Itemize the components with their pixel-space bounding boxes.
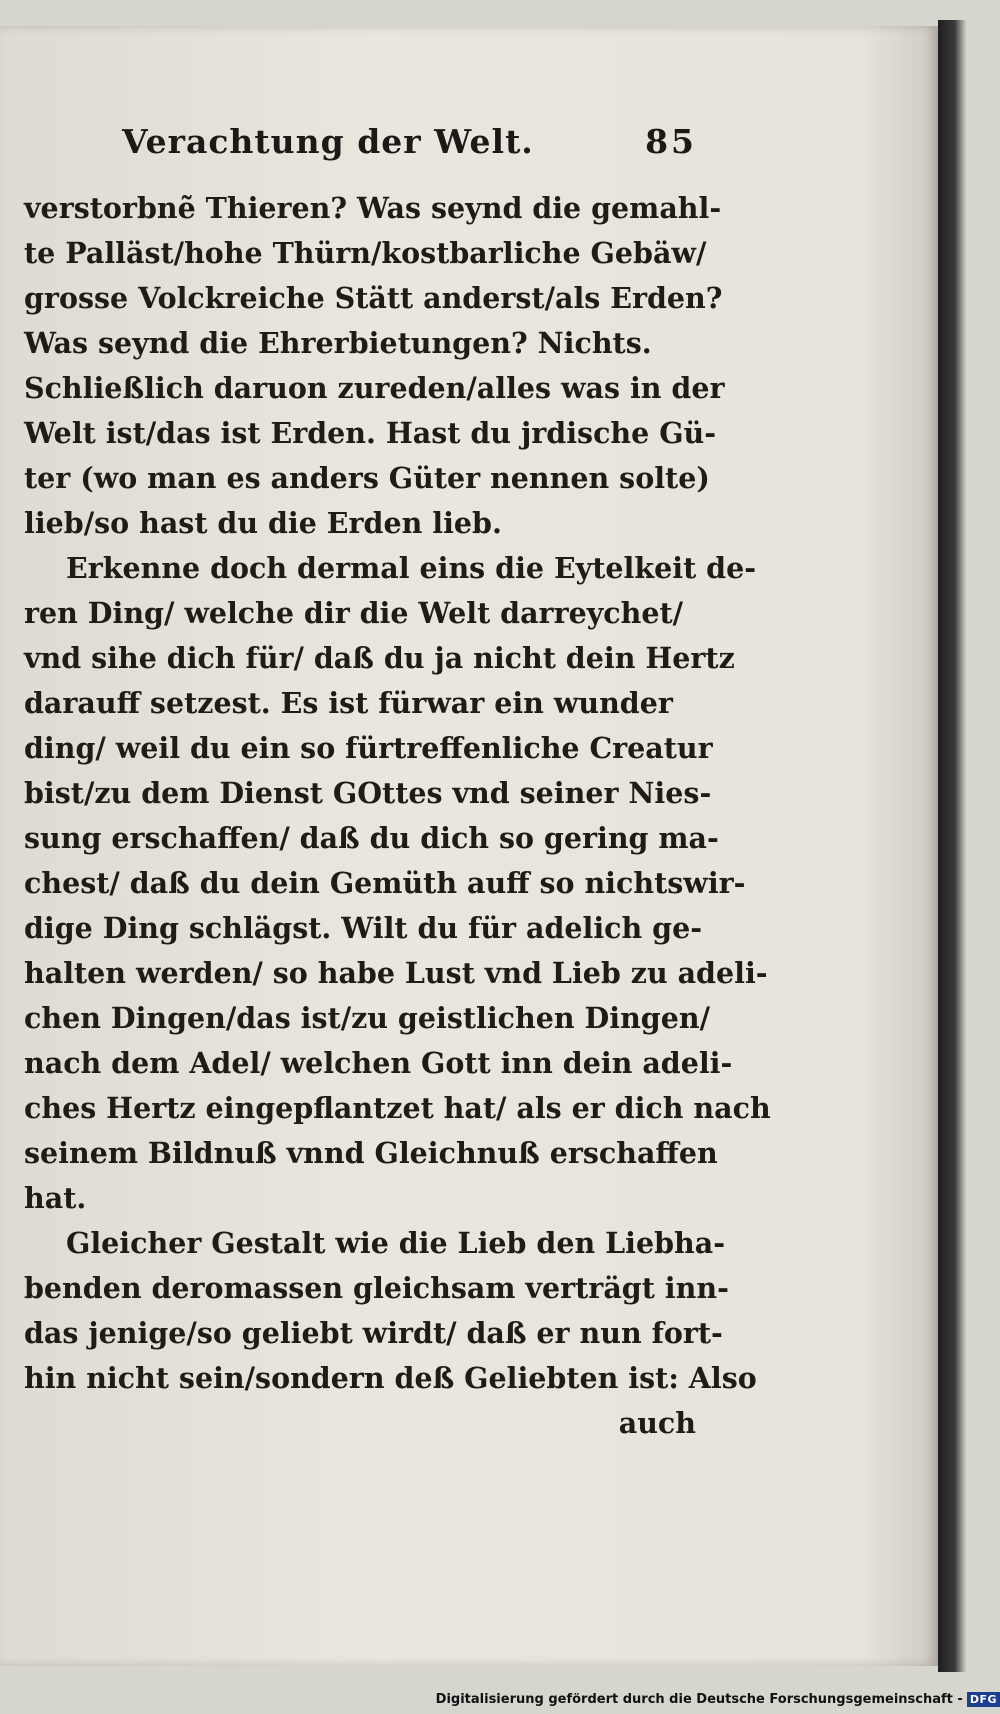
text-line: halten werden/ so habe Lust vnd Lieb zu adeli-	[24, 956, 768, 990]
text-line: grosse Volckreiche Stätt anderst/als Erden?	[24, 281, 723, 315]
page-edge-shadow	[938, 20, 966, 1672]
text-line: chen Dingen/das ist/zu geistlichen Dingen/	[24, 1001, 710, 1035]
page-header	[122, 122, 697, 172]
text-line: sung erschaffen/ daß du dich so gering ma-	[24, 821, 719, 855]
body-text	[24, 186, 771, 1446]
text-line: chest/ daß du dein Gemüth auff so nichtswir-	[24, 866, 746, 900]
text-line: verstorbnẽ Thieren? Was seynd die gemahl-	[24, 191, 722, 225]
text-line: te Palläst/hohe Thürn/kostbarliche Gebäw/	[24, 236, 707, 270]
text-line: benden deromassen gleichsam verträgt inn-	[24, 1271, 729, 1305]
text-line: ren Ding/ welche dir die Welt darreychet/	[24, 596, 684, 630]
text-line: das jenige/so geliebt wirdt/ daß er nun fort-	[24, 1316, 723, 1350]
text-line: hat.	[24, 1181, 87, 1215]
catchword: auch	[618, 1406, 696, 1440]
text-line: dige Ding schlägst. Wilt du für adelich ge-	[24, 911, 703, 945]
running-title: Verachtung der Welt.	[122, 122, 534, 161]
text-line: Welt ist/das ist Erden. Hast du jrdische Gü-	[24, 416, 717, 450]
text-line: darauff setzest. Es ist fürwar ein wunder	[24, 686, 673, 720]
text-line: Schließlich daruon zureden/alles was in der	[24, 371, 725, 405]
text-line: bist/zu dem Dienst GOttes vnd seiner Nies-	[24, 776, 712, 810]
text-line: ches Hertz eingepflantzet hat/ als er dich nach	[24, 1091, 771, 1125]
page-number: 85	[645, 122, 697, 161]
text-line: hin nicht sein/sondern deß Geliebten ist: Also	[24, 1361, 757, 1395]
text-line: ter (wo man es anders Güter nennen solte)	[24, 461, 710, 495]
text-line: seinem Bildnuß vnnd Gleichnuß erschaffen	[24, 1136, 718, 1170]
text-line: nach dem Adel/ welchen Gott inn dein adeli-	[24, 1046, 733, 1080]
text-line: ding/ weil du ein so fürtreffenliche Creatur	[24, 731, 713, 765]
funding-text: Digitalisierung gefördert durch die Deutsche Forschungsgemeinschaft -	[435, 1691, 963, 1707]
text-line: Was seynd die Ehrerbietungen? Nichts.	[24, 326, 652, 360]
paragraph-start-line: Erkenne doch dermal eins die Eytelkeit de-	[66, 551, 757, 585]
text-line: vnd sihe dich für/ daß du ja nicht dein Hertz	[24, 641, 735, 675]
funding-footer	[436, 1686, 1000, 1712]
book-page	[0, 26, 938, 1666]
paragraph-start-line: Gleicher Gestalt wie die Lieb den Liebha-	[66, 1226, 726, 1260]
text-line: lieb/so hast du die Erden lieb.	[24, 506, 502, 540]
dfg-logo: DFG	[967, 1692, 1000, 1707]
